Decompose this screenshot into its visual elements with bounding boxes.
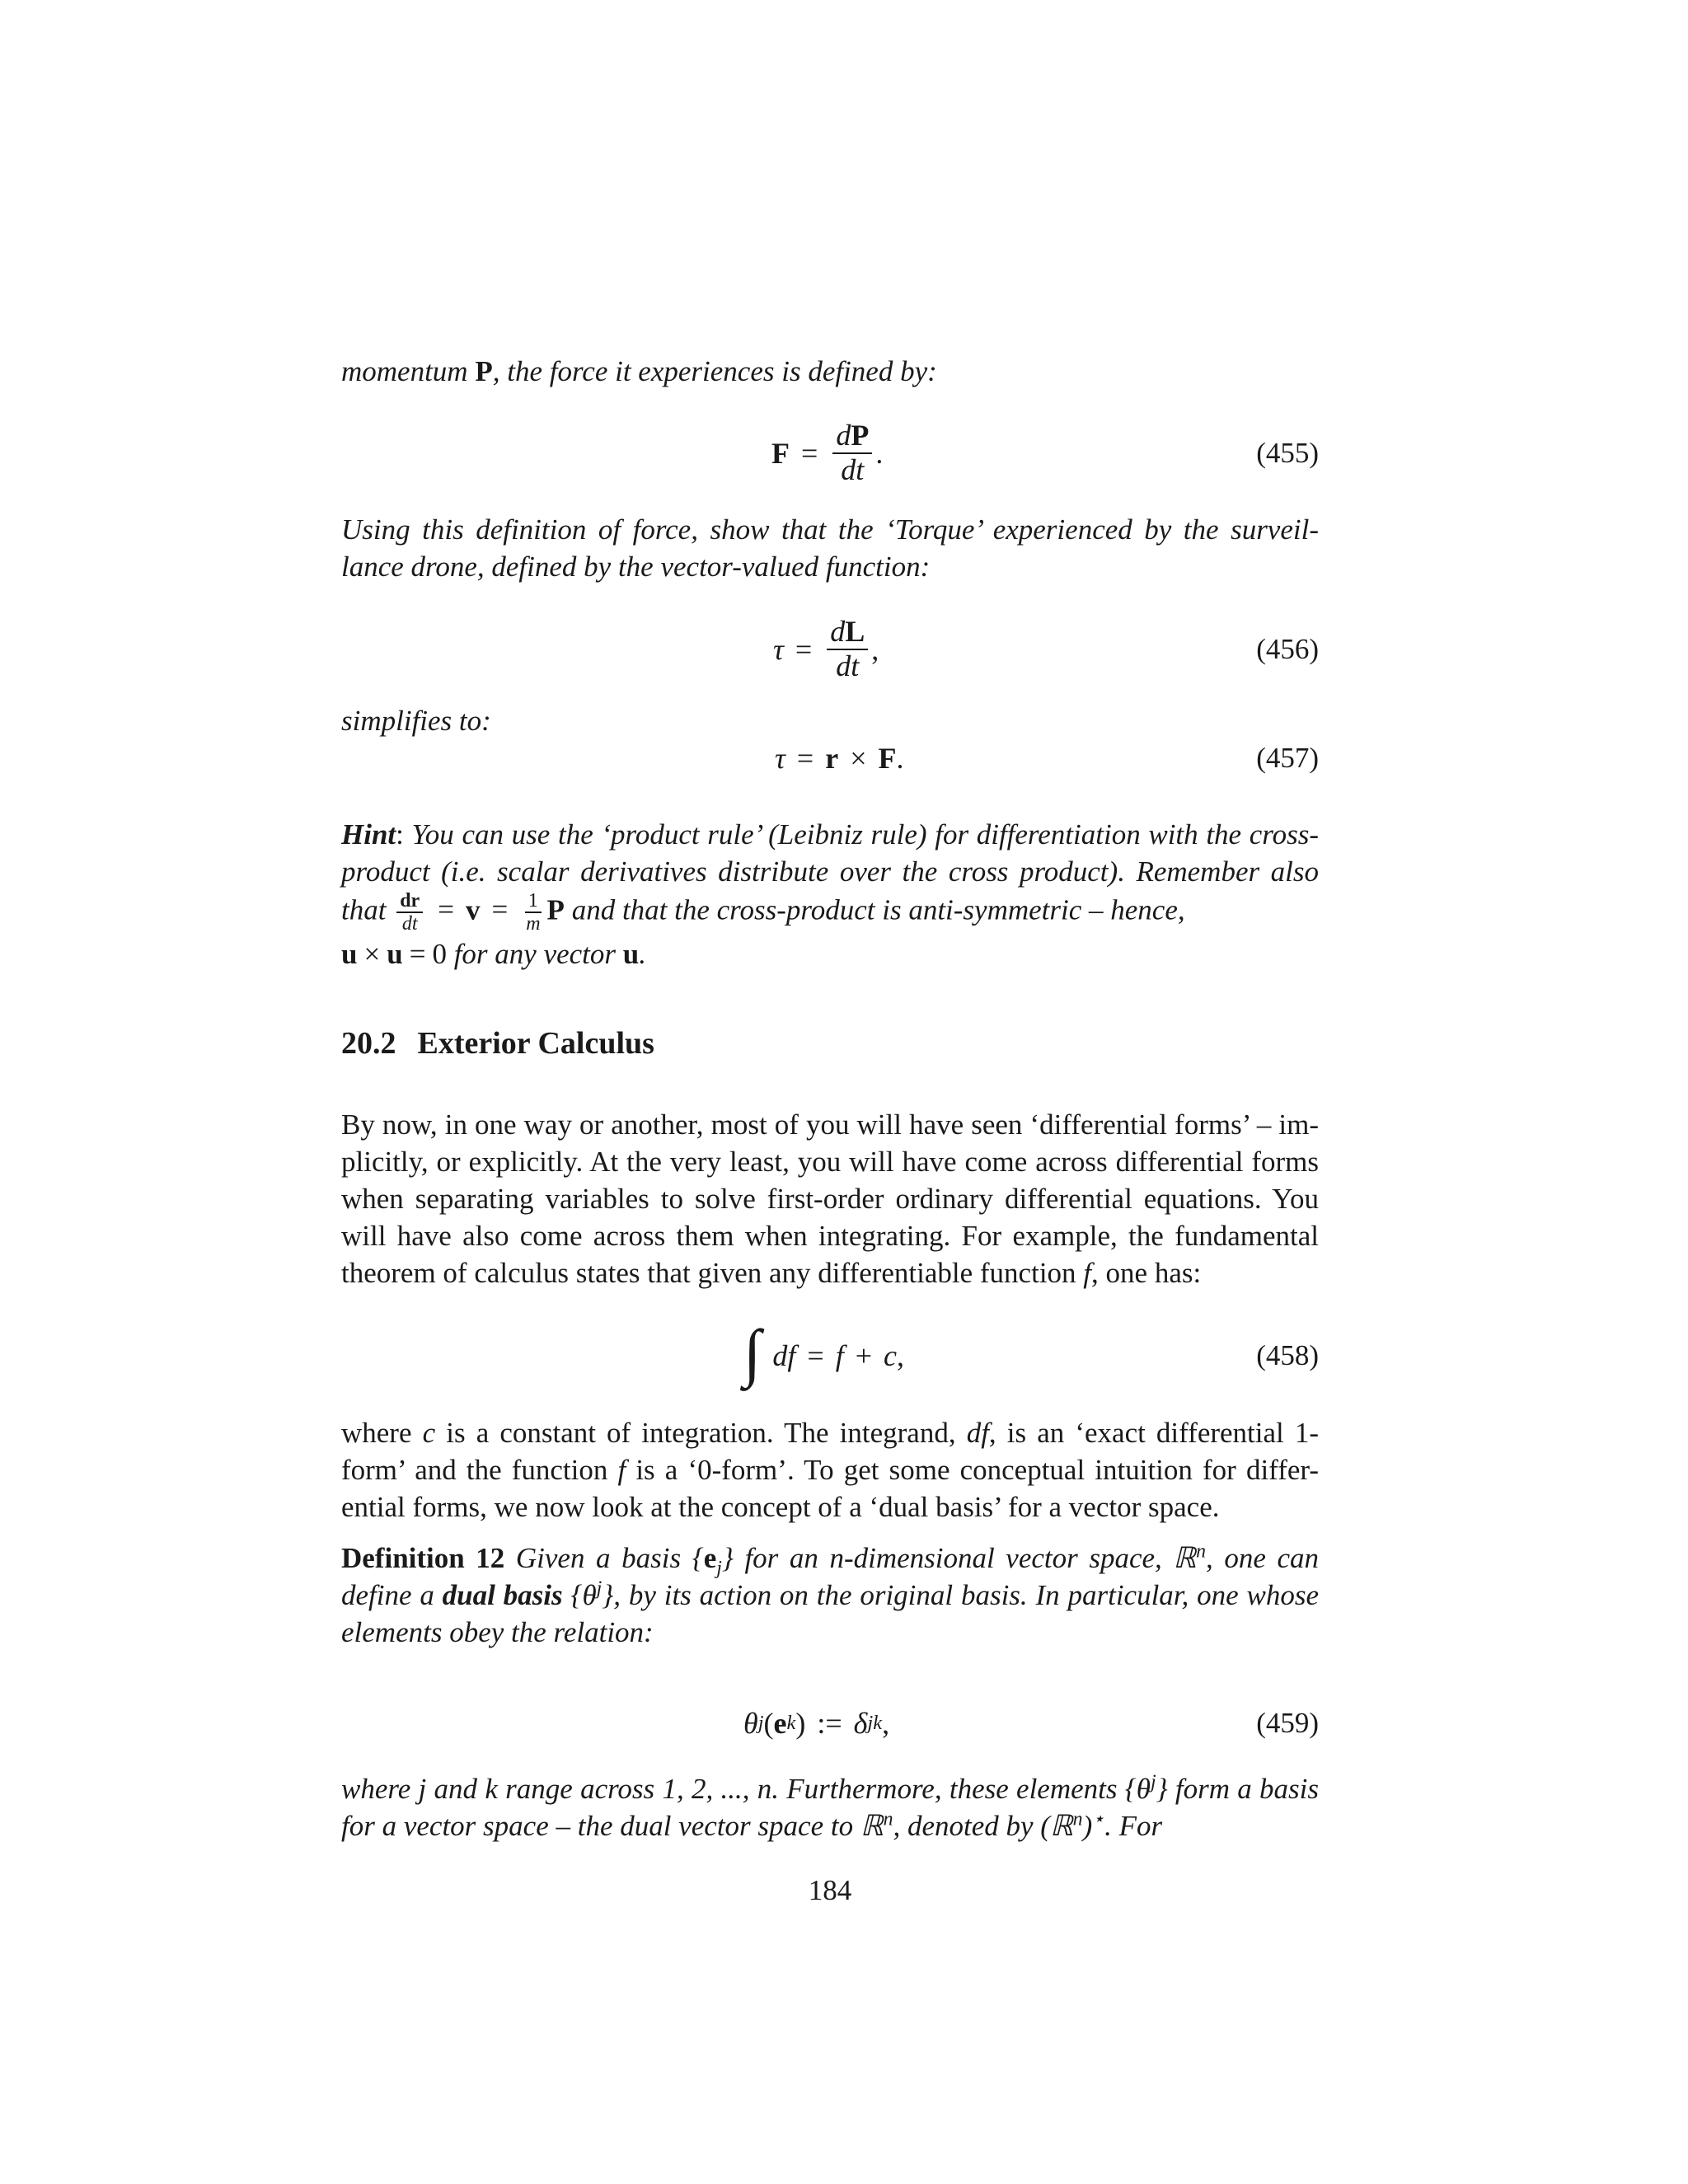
eq459-theta: θ (743, 1707, 758, 1740)
eq459-number: (459) (1256, 1707, 1319, 1739)
eq456-equals: = (795, 633, 813, 666)
eq458-number: (458) (1256, 1339, 1319, 1371)
section-heading (341, 1025, 654, 1062)
eq456-number: (456) (1256, 633, 1319, 665)
hint-one-over-m-fraction: $\frac{1}{m}$ (526, 890, 541, 935)
integral-sign: ∫ (743, 1316, 762, 1388)
page (341, 0, 1319, 2184)
eq455-period: . (875, 437, 884, 470)
forms-paragraph: By now, in one way or another, most of you will have seen ‘differential forms’ – im-plicitly, or explicitly. At the very least, you will have come across differential forms when separating variables to solve first-order ordinary differential equations. You will have also come across them when integrating. For example, the fundamental theorem of calculus states that given any differentiable function f, one has: (341, 1108, 1319, 1289)
eq457-tau: τ (775, 742, 785, 775)
eq457-number: (457) (1256, 742, 1319, 774)
eq456-denominator: dt (836, 649, 860, 682)
eq457-period: . (896, 742, 904, 775)
simplifies-text: simplifies to: (341, 705, 491, 737)
eq458-comma: , (897, 1339, 905, 1372)
eq457-F: F (878, 742, 897, 775)
page-number: 184 (808, 1874, 852, 1906)
final-paragraph: where j and k range across 1, 2, ..., n. Furthermore, these elements $\{\theta^j\}$ form a basis for a vector space – the dual vector space to ℝ$^n$, denoted by (ℝ$^n$)⋆. For (341, 1771, 1319, 1842)
equation-456 (341, 608, 1319, 691)
definition-label: Definition 12 (341, 1542, 505, 1574)
eq455-fraction (832, 419, 872, 486)
eq455-number: (455) (1256, 437, 1319, 469)
eq458-f: f (835, 1339, 844, 1372)
eq455-numerator: dP (832, 419, 872, 454)
intro-text-end: , the force it experiences is defined by: (492, 355, 937, 387)
equation-458 (341, 1310, 1319, 1401)
eq456-numerator: dL (827, 616, 868, 650)
eq456-lhs: τ (773, 633, 784, 666)
eq458-c: c (884, 1339, 898, 1372)
torque-paragraph: Using this definition of force, show that the ‘Torque’ experienced by the surveil-lance drone, defined by the vector-valued function: (341, 513, 1319, 583)
definition-12: Definition 12 Given a basis $\{e_j\}$ for an n-dimensional vector space, ℝ$^n$, one can define a dual basis $\{\theta^j\}$, by its action on the original basis. In particular, one whose elements obey the relation: (341, 1540, 1319, 1648)
eq459-comma: , (882, 1707, 890, 1740)
section-title: Exterior Calculus (417, 1026, 654, 1061)
eq456-comma: , (871, 633, 879, 666)
eq457-equals: = (796, 742, 814, 775)
eq459-assign: := (817, 1707, 842, 1740)
eq457-r: r (825, 742, 839, 775)
where-paragraph: where c is a constant of integration. The integrand, df, is an ‘exact differential 1-form’ and the function f is a ‘0-form’. To get some conceptual intuition for differ-ential forms, we now look at the concept of a ‘dual basis’ for a vector space. (341, 1417, 1320, 1523)
eq455-equals: = (801, 437, 818, 470)
hint-dr-dt-fraction: $\frac{dr}{dt}$ (396, 890, 423, 935)
eq455-denominator: dt (841, 453, 865, 486)
intro-line (341, 353, 1319, 390)
equation-457 (341, 725, 1319, 791)
dual-basis-term: dual basis (442, 1579, 563, 1611)
section-number: 20.2 (341, 1026, 396, 1061)
equation-455 (341, 412, 1319, 494)
eq455-lhs: F (771, 437, 790, 470)
eq459-e: e (773, 1707, 787, 1740)
eq459-delta: δ (853, 1707, 868, 1740)
intro-text: momentum (341, 355, 476, 387)
eq456-fraction (827, 616, 868, 682)
eq458-plus: + (855, 1339, 873, 1372)
hint-label: Hint (341, 818, 396, 851)
eq457-times: × (850, 742, 867, 775)
hint-paragraph: Hint: You can use the ‘product rule’ (Leibniz rule) for differentiation with the cross-product (i.e. scalar derivatives distribute over the cross product). Remember also that $\frac{dr}{dt}$ = v = $\frac{1}{m}$ P and that the cross-product is anti-symmetric – hence, u × u = 0 for any vector u. (341, 818, 1319, 970)
eq458-df: df (772, 1339, 796, 1372)
equation-459: θ j ( e k ) := δ j k , (459) (743, 1707, 1319, 1740)
eq458-equals: = (807, 1339, 824, 1372)
momentum-symbol: P (475, 355, 493, 387)
